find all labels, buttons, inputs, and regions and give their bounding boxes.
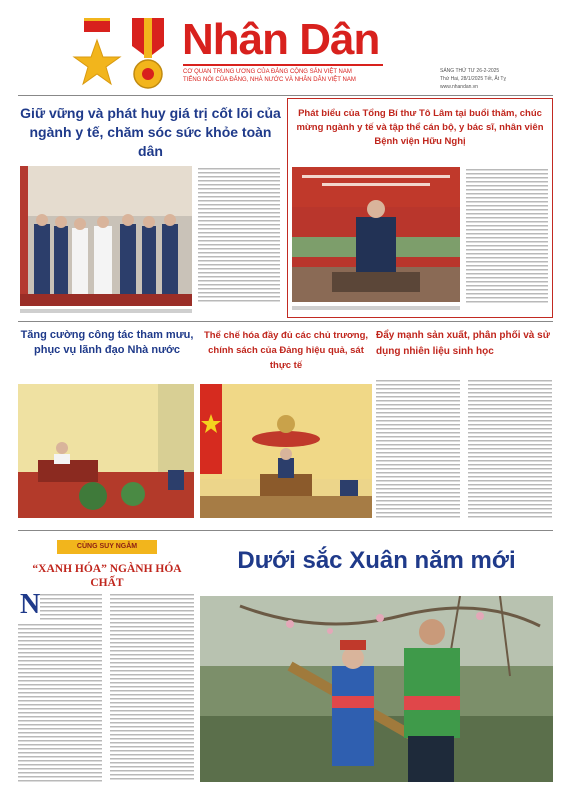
issue-date: SÁNG THỨ TƯ 26-2-2025	[440, 68, 500, 74]
drop-cap: N	[20, 589, 41, 620]
website-url: www.nhandan.vn	[440, 84, 479, 90]
article-spring-feature	[200, 536, 553, 786]
divider	[18, 95, 553, 96]
issue-date-lunar: Thứ Hai, 28/1/2025 Tết, Ất Tỵ	[440, 76, 506, 82]
article-headline[interactable]: Tăng cường công tác tham mưu, phục vụ lãnh đạo Nhà nước	[20, 329, 194, 356]
article-party-policy	[200, 324, 372, 524]
article-general-secretary-speech	[287, 98, 553, 318]
article-healthcare	[18, 98, 283, 318]
article-body-col-1	[40, 594, 102, 622]
article-body-col-2	[468, 380, 552, 518]
article-headline[interactable]: Thể chế hóa đầy đủ các chủ trương, chính sách của Đảng hiệu quả, sát thực tế	[203, 330, 369, 371]
article-body-col-1b	[18, 624, 102, 782]
divider	[18, 530, 553, 531]
masthead	[0, 0, 571, 92]
article-biofuel	[376, 324, 553, 524]
masthead-subtitle-2: TIẾNG NÓI CỦA ĐẢNG, NHÀ NƯỚC VÀ NHÂN DÂN VIỆT NAM	[183, 77, 356, 83]
photo-meeting-hall	[18, 384, 194, 518]
newspaper-title: Nhân Dân	[182, 15, 380, 64]
article-headline[interactable]: Dưới sắc Xuân năm mới	[237, 547, 516, 574]
article-headline[interactable]: Phát biểu của Tổng Bí thư Tô Lâm tại buổi thăm, chúc mừng ngành y tế và tập thể cán bộ, y bác sĩ, nhân viên Bệnh viện Hữu Nghị	[296, 108, 544, 147]
article-green-chemistry	[18, 536, 196, 786]
article-headline[interactable]: Đẩy mạnh sản xuất, phân phối và sử dụng nhiên liệu sinh học	[376, 330, 550, 357]
photo-caption	[292, 306, 460, 310]
photo-government-meeting	[200, 384, 372, 518]
photo-ethnic-couple	[200, 596, 553, 782]
article-headline[interactable]: “XANH HÓA” NGÀNH HÓA CHẤT	[32, 563, 182, 589]
ho-chi-minh-medal-icon	[124, 14, 172, 94]
article-body	[466, 169, 548, 304]
divider	[18, 321, 553, 322]
article-body-col-2	[110, 594, 194, 782]
masthead-rule	[183, 64, 383, 66]
photo-medical-staff-group	[20, 166, 192, 306]
gold-star-medal-icon	[72, 14, 122, 94]
article-state-advisory	[18, 324, 196, 524]
article-body	[198, 168, 280, 303]
photo-caption	[20, 309, 192, 313]
column-kicker: CÙNG SUY NGẪM	[57, 540, 157, 554]
photo-speech	[292, 167, 460, 302]
article-body-col-1	[376, 380, 460, 518]
article-headline[interactable]: Giữ vững và phát huy giá trị cốt lõi của ngành y tế, chăm sóc sức khỏe toàn dân	[20, 105, 281, 159]
masthead-subtitle-1: CƠ QUAN TRUNG ƯƠNG CỦA ĐẢNG CỘNG SẢN VIỆT NAM	[183, 69, 352, 75]
